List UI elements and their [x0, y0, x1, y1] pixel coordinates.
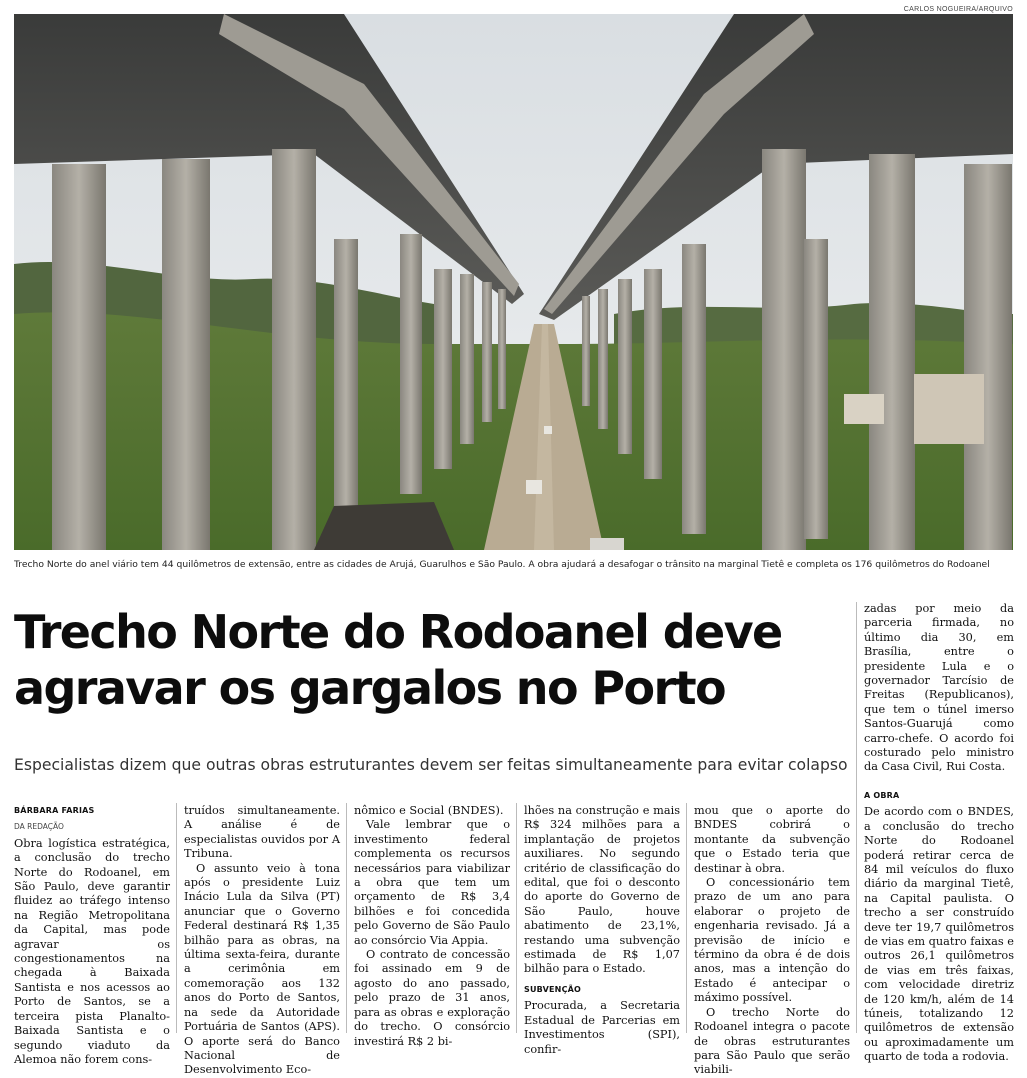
article-subheadline: Especialistas dizem que outras obras estruturantes devem ser feitas simultaneamente para evitar colapso: [14, 756, 848, 774]
paragraph: truídos simultaneamente. A análise é de especialistas ouvidos por A Tribuna.: [184, 804, 340, 861]
paragraph: Procurada, a Secretaria Estadual de Parcerias em Investimentos (SPI), confir-: [524, 999, 680, 1056]
article-column-5: [694, 804, 850, 1078]
paragraph: De acordo com o BNDES, a conclusão do trecho Norte do Rodoanel poderá retirar cerca de 84 mil veículos do fluxo diário da marginal Tietê, na Capital paulista. O trecho a ser construído deve ter 19,7 quilômetros de vias em quatro faixas e outros 26,1 quilômetros de vias em três faixas, com velocidade diretriz de 120 km/h, além de 14 túneis, totalizando 12 quilômetros de extensão ou aproximadamente um quarto de toda a rodovia.: [864, 805, 1014, 1064]
paragraph: zadas por meio da parceria firmada, no último dia 30, em Brasília, entre o presidente Lula e o governador Tarcísio de Freitas (Republicanos), que tem o túnel imerso Santos-Guarujá como carro-chefe. O acordo foi costurado pelo ministro da Casa Civil, Rui Costa.: [864, 602, 1014, 774]
article-column-1: [14, 804, 170, 1067]
author-byline: BÁRBARA FARIAS: [14, 806, 95, 815]
article-column-2: [184, 804, 340, 1078]
paragraph: Vale lembrar que o investimento federal complementa os recursos necessários para viabilizar a obra que tem um orçamento de R$ 3,4 bilhões e foi concedida pelo Governo de São Paulo ao consórcio Via Appia.: [354, 818, 510, 947]
photo-credit: CARLOS NOGUEIRA/ARQUIVO: [903, 6, 1013, 13]
paragraph: O trecho Norte do Rodoanel integra o pacote de obras estruturantes para São Paulo que serão viabili-: [694, 1005, 850, 1077]
paragraph: lhões na construção e mais R$ 324 milhões para a implantação de projetos auxiliares. No segundo critério de classificação do edital, que foi o desconto do aporte do Governo de São Paulo, houve abatimento de 23,1%, restando uma subvenção estimada de R$ 1,07 bilhão para o Estado.: [524, 804, 680, 976]
column-divider: [346, 803, 347, 1033]
headline-line-1: Trecho Norte do Rodoanel deve: [14, 605, 782, 659]
rodoanel-viaduct-photo: [14, 14, 1013, 550]
article-column-4: [524, 804, 680, 1057]
column-divider: [516, 803, 517, 1033]
section-kicker-subvencao: SUBVENÇÃO: [524, 984, 582, 994]
byline-desk: DA REDAÇÃO: [14, 822, 64, 832]
column-divider: [686, 803, 687, 1033]
paragraph: mou que o aporte do BNDES cobrirá o montante da subvenção que o Estado teria que destinar à obra.: [694, 804, 850, 875]
photo-caption: Trecho Norte do anel viário tem 44 quilômetros de extensão, entre as cidades de Arujá, Guarulhos e São Paulo. A obra ajudará a desafogar o trânsito na marginal Tietê e completa os 176 quilômetros do Rodoanel: [14, 559, 990, 570]
paragraph: nômico e Social (BNDES).: [354, 804, 504, 817]
paragraph: Obra logística estratégica, a conclusão do trecho Norte do Rodoanel, em São Paulo, deve garantir fluidez ao tráfego intenso na Região Metropolitana da Capital, mas pode agravar os congestionamentos na chegada à Baixada Santista e nos acessos ao Porto de Santos, se a terceira pista Planalto-Baixada Santista e o segundo viaduto da Alemoa não forem cons-: [14, 836, 170, 1066]
paragraph: O assunto veio à tona após o presidente Luiz Inácio Lula da Silva (PT) anunciar que o Governo Federal destinará R$ 1,35 bilhão para as obras, na última sexta-feira, durante a cerimônia em comemoração aos 132 anos do Porto de Santos, na sede da Autoridade Portuária de Santos (APS). O aporte será do Banco Nacional de Desenvolvimento Eco-: [184, 861, 340, 1077]
column-divider: [856, 602, 857, 1033]
headline-line-2: agravar os gargalos no Porto: [14, 661, 725, 715]
viaduct-illustration: [14, 14, 1013, 550]
article-column-3: [354, 804, 510, 1049]
article-headline: [14, 604, 854, 716]
paragraph: O concessionário tem prazo de um ano para elaborar o projeto de engenharia revisado. Já a previsão de início e término da obra é de dois anos, mas a intenção do Estado é antecipar o máximo possível.: [694, 876, 850, 1005]
paragraph: O contrato de concessão foi assinado em 9 de agosto do ano passado, pelo prazo de 31 anos, para as obras e exploração do trecho. O consórcio investirá R$ 2 bi-: [354, 948, 510, 1048]
section-kicker-a-obra: A OBRA: [864, 790, 900, 800]
article-column-6: [864, 602, 1014, 1065]
column-divider: [176, 803, 177, 1033]
